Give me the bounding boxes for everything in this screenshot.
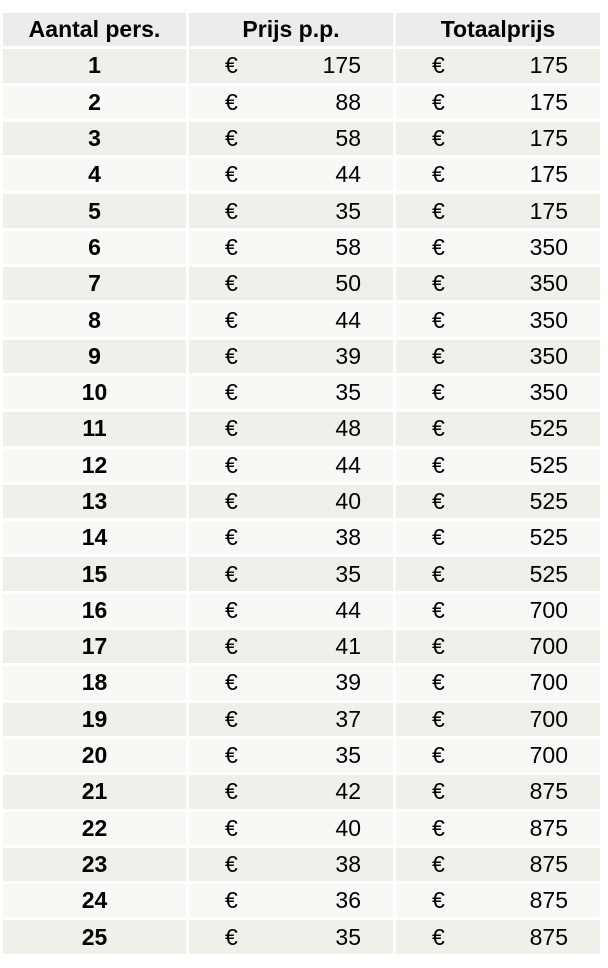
- money-value: [189, 739, 393, 772]
- money-value: [396, 558, 600, 591]
- cell-total-price: [396, 630, 600, 663]
- cell-price-per-person: [189, 920, 393, 953]
- amount: 875: [529, 887, 568, 914]
- currency-symbol: €: [225, 669, 238, 696]
- cell-total-price: [396, 739, 600, 772]
- currency-symbol: €: [225, 415, 238, 442]
- amount: 44: [335, 596, 361, 623]
- cell-total-price: [396, 812, 600, 845]
- amount: 38: [335, 850, 361, 877]
- currency-symbol: €: [432, 270, 445, 297]
- cell-persons: 10: [3, 376, 186, 409]
- amount: 35: [335, 379, 361, 406]
- currency-symbol: €: [432, 669, 445, 696]
- money-value: [189, 884, 393, 917]
- currency-symbol: €: [225, 814, 238, 841]
- currency-symbol: €: [225, 596, 238, 623]
- amount: 88: [335, 88, 361, 115]
- money-value: [396, 848, 600, 881]
- cell-price-per-person: [189, 49, 393, 82]
- header-price-per-person: Prijs p.p.: [189, 13, 393, 46]
- money-value: [396, 340, 600, 373]
- cell-total-price: [396, 775, 600, 808]
- currency-symbol: €: [225, 705, 238, 732]
- money-value: [189, 86, 393, 119]
- table-row: [3, 485, 600, 518]
- cell-total-price: [396, 485, 600, 518]
- money-value: [189, 521, 393, 554]
- cell-persons: 9: [3, 340, 186, 373]
- money-value: [396, 158, 600, 191]
- amount: 350: [529, 270, 568, 297]
- currency-symbol: €: [225, 270, 238, 297]
- cell-total-price: [396, 267, 600, 300]
- money-value: [189, 485, 393, 518]
- cell-price-per-person: [189, 521, 393, 554]
- money-value: [396, 775, 600, 808]
- amount: 58: [335, 125, 361, 152]
- currency-symbol: €: [225, 342, 238, 369]
- money-value: [189, 594, 393, 627]
- money-value: [396, 630, 600, 663]
- amount: 58: [335, 233, 361, 260]
- amount: 525: [529, 524, 568, 551]
- money-value: [396, 449, 600, 482]
- cell-total-price: [396, 703, 600, 736]
- table-row: [3, 122, 600, 155]
- amount: 35: [335, 197, 361, 224]
- currency-symbol: €: [225, 923, 238, 950]
- amount: 525: [529, 560, 568, 587]
- money-value: [396, 122, 600, 155]
- cell-persons: 17: [3, 630, 186, 663]
- cell-price-per-person: [189, 158, 393, 191]
- cell-persons: 15: [3, 557, 186, 590]
- currency-symbol: €: [432, 342, 445, 369]
- money-value: [396, 594, 600, 627]
- table-row: [3, 521, 600, 554]
- amount: 44: [335, 161, 361, 188]
- amount: 700: [529, 596, 568, 623]
- currency-symbol: €: [432, 633, 445, 660]
- cell-persons: 5: [3, 194, 186, 227]
- currency-symbol: €: [225, 524, 238, 551]
- table-row: [3, 86, 600, 119]
- currency-symbol: €: [432, 161, 445, 188]
- cell-persons: 14: [3, 521, 186, 554]
- cell-total-price: [396, 340, 600, 373]
- amount: 525: [529, 488, 568, 514]
- cell-persons: 16: [3, 594, 186, 627]
- cell-total-price: [396, 521, 600, 554]
- header-persons: Aantal pers.: [3, 13, 186, 46]
- money-value: [189, 267, 393, 300]
- cell-persons: 19: [3, 703, 186, 736]
- cell-persons: 3: [3, 122, 186, 155]
- currency-symbol: €: [225, 887, 238, 914]
- table-header: [3, 13, 600, 46]
- header-row: [3, 13, 600, 46]
- cell-total-price: [396, 884, 600, 917]
- money-value: [396, 703, 600, 736]
- currency-symbol: €: [225, 161, 238, 188]
- cell-price-per-person: [189, 594, 393, 627]
- money-value: [189, 666, 393, 699]
- money-value: [189, 376, 393, 409]
- table-row: [3, 594, 600, 627]
- amount: 175: [529, 161, 568, 188]
- currency-symbol: €: [432, 306, 445, 333]
- table-row: [3, 884, 600, 917]
- money-value: [396, 521, 600, 554]
- cell-persons: 12: [3, 449, 186, 482]
- cell-total-price: [396, 194, 600, 227]
- currency-symbol: €: [432, 379, 445, 406]
- header-total-price: Totaalprijs: [396, 13, 600, 46]
- money-value: [396, 666, 600, 699]
- currency-symbol: €: [225, 125, 238, 152]
- money-value: [396, 884, 600, 917]
- cell-total-price: [396, 86, 600, 119]
- cell-total-price: [396, 449, 600, 482]
- amount: 41: [335, 633, 361, 660]
- money-value: [189, 812, 393, 845]
- currency-symbol: €: [432, 887, 445, 914]
- amount: 44: [335, 306, 361, 333]
- cell-total-price: [396, 848, 600, 881]
- cell-persons: 8: [3, 303, 186, 336]
- currency-symbol: €: [432, 125, 445, 152]
- amount: 37: [335, 705, 361, 732]
- currency-symbol: €: [225, 451, 238, 478]
- table-row: [3, 267, 600, 300]
- currency-symbol: €: [432, 923, 445, 950]
- currency-symbol: €: [225, 778, 238, 805]
- table-row: [3, 194, 600, 227]
- money-value: [189, 848, 393, 881]
- cell-persons: 25: [3, 920, 186, 953]
- money-value: [396, 485, 600, 518]
- currency-symbol: €: [432, 814, 445, 841]
- money-value: [189, 158, 393, 191]
- currency-symbol: €: [225, 197, 238, 224]
- cell-price-per-person: [189, 376, 393, 409]
- cell-price-per-person: [189, 775, 393, 808]
- money-value: [189, 921, 393, 954]
- cell-price-per-person: [189, 630, 393, 663]
- cell-total-price: [396, 49, 600, 82]
- currency-symbol: €: [432, 524, 445, 551]
- table-row: [3, 303, 600, 336]
- cell-persons: 22: [3, 812, 186, 845]
- cell-persons: 23: [3, 848, 186, 881]
- cell-persons: 4: [3, 158, 186, 191]
- amount: 700: [529, 742, 568, 769]
- money-value: [396, 49, 600, 82]
- amount: 39: [335, 342, 361, 369]
- cell-price-per-person: [189, 340, 393, 373]
- table-row: [3, 739, 600, 772]
- money-value: [189, 775, 393, 808]
- price-table: [0, 10, 603, 957]
- currency-symbol: €: [225, 233, 238, 260]
- money-value: [189, 630, 393, 663]
- cell-price-per-person: [189, 122, 393, 155]
- money-value: [396, 267, 600, 300]
- amount: 700: [529, 633, 568, 660]
- table-row: [3, 703, 600, 736]
- amount: 175: [529, 52, 568, 79]
- money-value: [396, 739, 600, 772]
- cell-total-price: [396, 557, 600, 590]
- cell-price-per-person: [189, 703, 393, 736]
- cell-total-price: [396, 666, 600, 699]
- money-value: [396, 86, 600, 119]
- currency-symbol: €: [225, 850, 238, 877]
- money-value: [189, 558, 393, 591]
- money-value: [189, 449, 393, 482]
- amount: 35: [335, 560, 361, 587]
- amount: 875: [529, 923, 568, 950]
- amount: 48: [335, 415, 361, 442]
- money-value: [396, 376, 600, 409]
- table-row: [3, 49, 600, 82]
- amount: 39: [335, 669, 361, 696]
- amount: 700: [529, 705, 568, 732]
- currency-symbol: €: [225, 306, 238, 333]
- amount: 350: [529, 233, 568, 260]
- amount: 875: [529, 850, 568, 877]
- currency-symbol: €: [432, 560, 445, 587]
- table-row: [3, 376, 600, 409]
- cell-price-per-person: [189, 812, 393, 845]
- money-value: [189, 412, 393, 445]
- cell-price-per-person: [189, 848, 393, 881]
- cell-total-price: [396, 303, 600, 336]
- cell-total-price: [396, 412, 600, 445]
- amount: 525: [529, 451, 568, 478]
- money-value: [189, 195, 393, 228]
- currency-symbol: €: [225, 52, 238, 79]
- amount: 350: [529, 379, 568, 406]
- cell-persons: 21: [3, 775, 186, 808]
- money-value: [396, 195, 600, 228]
- amount: 50: [335, 270, 361, 297]
- table-body: [3, 49, 600, 953]
- currency-symbol: €: [432, 742, 445, 769]
- amount: 875: [529, 814, 568, 841]
- cell-price-per-person: [189, 194, 393, 227]
- table-row: [3, 920, 600, 953]
- currency-symbol: €: [432, 451, 445, 478]
- table-row: [3, 557, 600, 590]
- cell-price-per-person: [189, 884, 393, 917]
- amount: 350: [529, 342, 568, 369]
- amount: 175: [529, 88, 568, 115]
- money-value: [189, 122, 393, 155]
- cell-persons: 6: [3, 231, 186, 264]
- amount: 44: [335, 451, 361, 478]
- amount: 175: [529, 125, 568, 152]
- cell-persons: 24: [3, 884, 186, 917]
- currency-symbol: €: [225, 742, 238, 769]
- currency-symbol: €: [432, 52, 445, 79]
- cell-total-price: [396, 231, 600, 264]
- currency-symbol: €: [432, 778, 445, 805]
- cell-price-per-person: [189, 303, 393, 336]
- table-row: [3, 666, 600, 699]
- amount: 40: [335, 814, 361, 841]
- money-value: [189, 49, 393, 82]
- cell-price-per-person: [189, 267, 393, 300]
- cell-price-per-person: [189, 231, 393, 264]
- money-value: [189, 340, 393, 373]
- amount: 35: [335, 923, 361, 950]
- money-value: [396, 812, 600, 845]
- table-row: [3, 158, 600, 191]
- currency-symbol: €: [432, 233, 445, 260]
- currency-symbol: €: [225, 633, 238, 660]
- amount: 36: [335, 887, 361, 914]
- table-row: [3, 812, 600, 845]
- amount: 42: [335, 778, 361, 805]
- currency-symbol: €: [225, 560, 238, 587]
- amount: 175: [529, 197, 568, 224]
- money-value: [396, 304, 600, 337]
- cell-persons: 20: [3, 739, 186, 772]
- currency-symbol: €: [432, 705, 445, 732]
- cell-persons: 2: [3, 86, 186, 119]
- amount: 175: [322, 52, 361, 79]
- cell-total-price: [396, 158, 600, 191]
- amount: 700: [529, 669, 568, 696]
- money-value: [396, 231, 600, 264]
- table-row: [3, 630, 600, 663]
- money-value: [189, 231, 393, 264]
- amount: 350: [529, 306, 568, 333]
- money-value: [189, 304, 393, 337]
- currency-symbol: €: [432, 488, 445, 514]
- cell-persons: 7: [3, 267, 186, 300]
- money-value: [396, 921, 600, 954]
- table-row: [3, 449, 600, 482]
- currency-symbol: €: [432, 850, 445, 877]
- amount: 38: [335, 524, 361, 551]
- currency-symbol: €: [225, 488, 238, 514]
- cell-persons: 1: [3, 49, 186, 82]
- cell-price-per-person: [189, 666, 393, 699]
- cell-price-per-person: [189, 557, 393, 590]
- currency-symbol: €: [432, 596, 445, 623]
- cell-price-per-person: [189, 485, 393, 518]
- cell-total-price: [396, 376, 600, 409]
- money-value: [189, 703, 393, 736]
- cell-price-per-person: [189, 412, 393, 445]
- cell-price-per-person: [189, 739, 393, 772]
- currency-symbol: €: [225, 379, 238, 406]
- amount: 875: [529, 778, 568, 805]
- currency-symbol: €: [225, 88, 238, 115]
- table-row: [3, 340, 600, 373]
- amount: 525: [529, 415, 568, 442]
- cell-total-price: [396, 594, 600, 627]
- cell-total-price: [396, 122, 600, 155]
- cell-persons: 11: [3, 412, 186, 445]
- currency-symbol: €: [432, 415, 445, 442]
- currency-symbol: €: [432, 197, 445, 224]
- table-row: [3, 231, 600, 264]
- amount: 35: [335, 742, 361, 769]
- currency-symbol: €: [432, 88, 445, 115]
- cell-total-price: [396, 920, 600, 953]
- cell-price-per-person: [189, 449, 393, 482]
- table-row: [3, 412, 600, 445]
- amount: 40: [335, 488, 361, 514]
- cell-persons: 13: [3, 485, 186, 518]
- cell-persons: 18: [3, 666, 186, 699]
- cell-price-per-person: [189, 86, 393, 119]
- money-value: [396, 412, 600, 445]
- table-row: [3, 775, 600, 808]
- table-row: [3, 848, 600, 881]
